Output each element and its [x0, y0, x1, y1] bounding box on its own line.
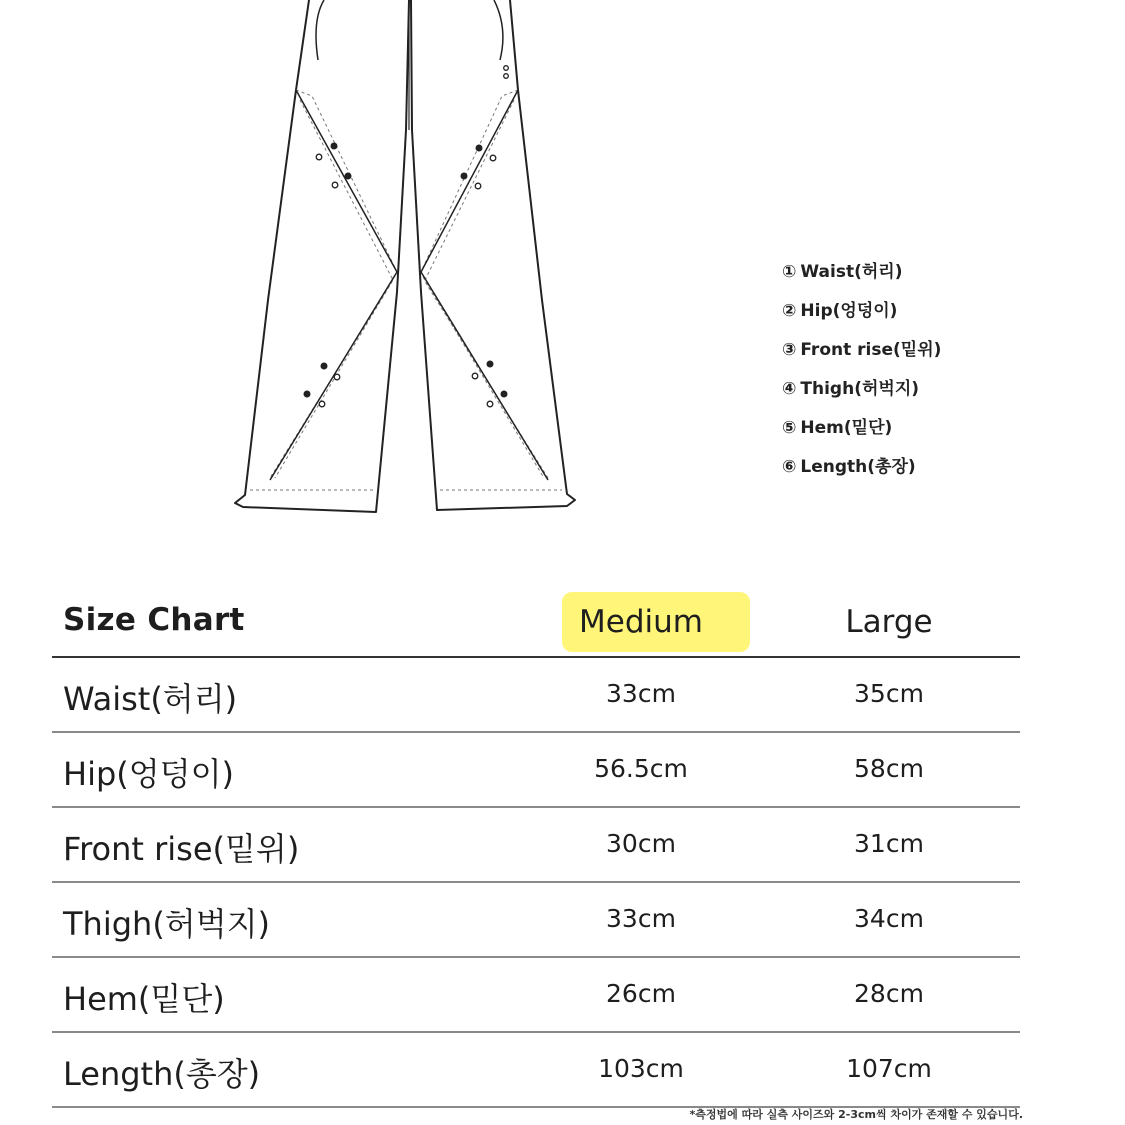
value-large: 58cm [854, 754, 924, 783]
value-large: 35cm [854, 679, 924, 708]
value-medium: 103cm [598, 1054, 684, 1083]
value-medium: 33cm [606, 904, 676, 933]
value-large: 107cm [846, 1054, 932, 1083]
row-label: Length(총장) [63, 1055, 261, 1093]
left-pocket [316, 0, 324, 60]
value-medium: 56.5cm [594, 754, 688, 783]
value-medium: 30cm [606, 829, 676, 858]
measurement-note: *측정법에 따라 실측 사이즈와 2-3cm씩 차이가 존재할 수 있습니다. [689, 1108, 1023, 1121]
size-chart-title: Size Chart [63, 602, 245, 638]
value-large: 31cm [854, 829, 924, 858]
pants-outline [235, 0, 575, 512]
legend-item: ⑤ Hem(밑단) [782, 418, 893, 438]
snap-buttons [304, 143, 508, 398]
value-medium: 26cm [606, 979, 676, 1008]
row-label: Front rise(밑위) [63, 830, 300, 868]
legend-item: ③ Front rise(밑위) [782, 340, 942, 360]
table-row [52, 733, 1020, 808]
row-label: Hip(엉덩이) [63, 755, 234, 793]
measurement-legend [782, 262, 941, 496]
size-chart-header [52, 598, 1020, 658]
table-row [52, 658, 1020, 733]
value-large: 28cm [854, 979, 924, 1008]
table-row [52, 1033, 1020, 1108]
right-pocket [494, 0, 503, 60]
row-label: Thigh(허벅지) [63, 905, 271, 943]
column-large: Large [845, 604, 933, 640]
legend-item: ② Hip(엉덩이) [782, 301, 898, 321]
value-large: 34cm [854, 904, 924, 933]
legend-item: ① Waist(허리) [782, 262, 903, 282]
table-row [52, 958, 1020, 1033]
legend-item: ⑥ Length(총장) [782, 457, 916, 477]
size-chart-table [52, 598, 1020, 1108]
column-medium: Medium [579, 604, 703, 640]
legend-item: ④ Thigh(허벅지) [782, 379, 920, 399]
row-label: Waist(허리) [63, 680, 238, 718]
row-label: Hem(밑단) [63, 980, 225, 1018]
table-row [52, 808, 1020, 883]
pants-flat-sketch [0, 0, 1125, 540]
table-row [52, 883, 1020, 958]
value-medium: 33cm [606, 679, 676, 708]
